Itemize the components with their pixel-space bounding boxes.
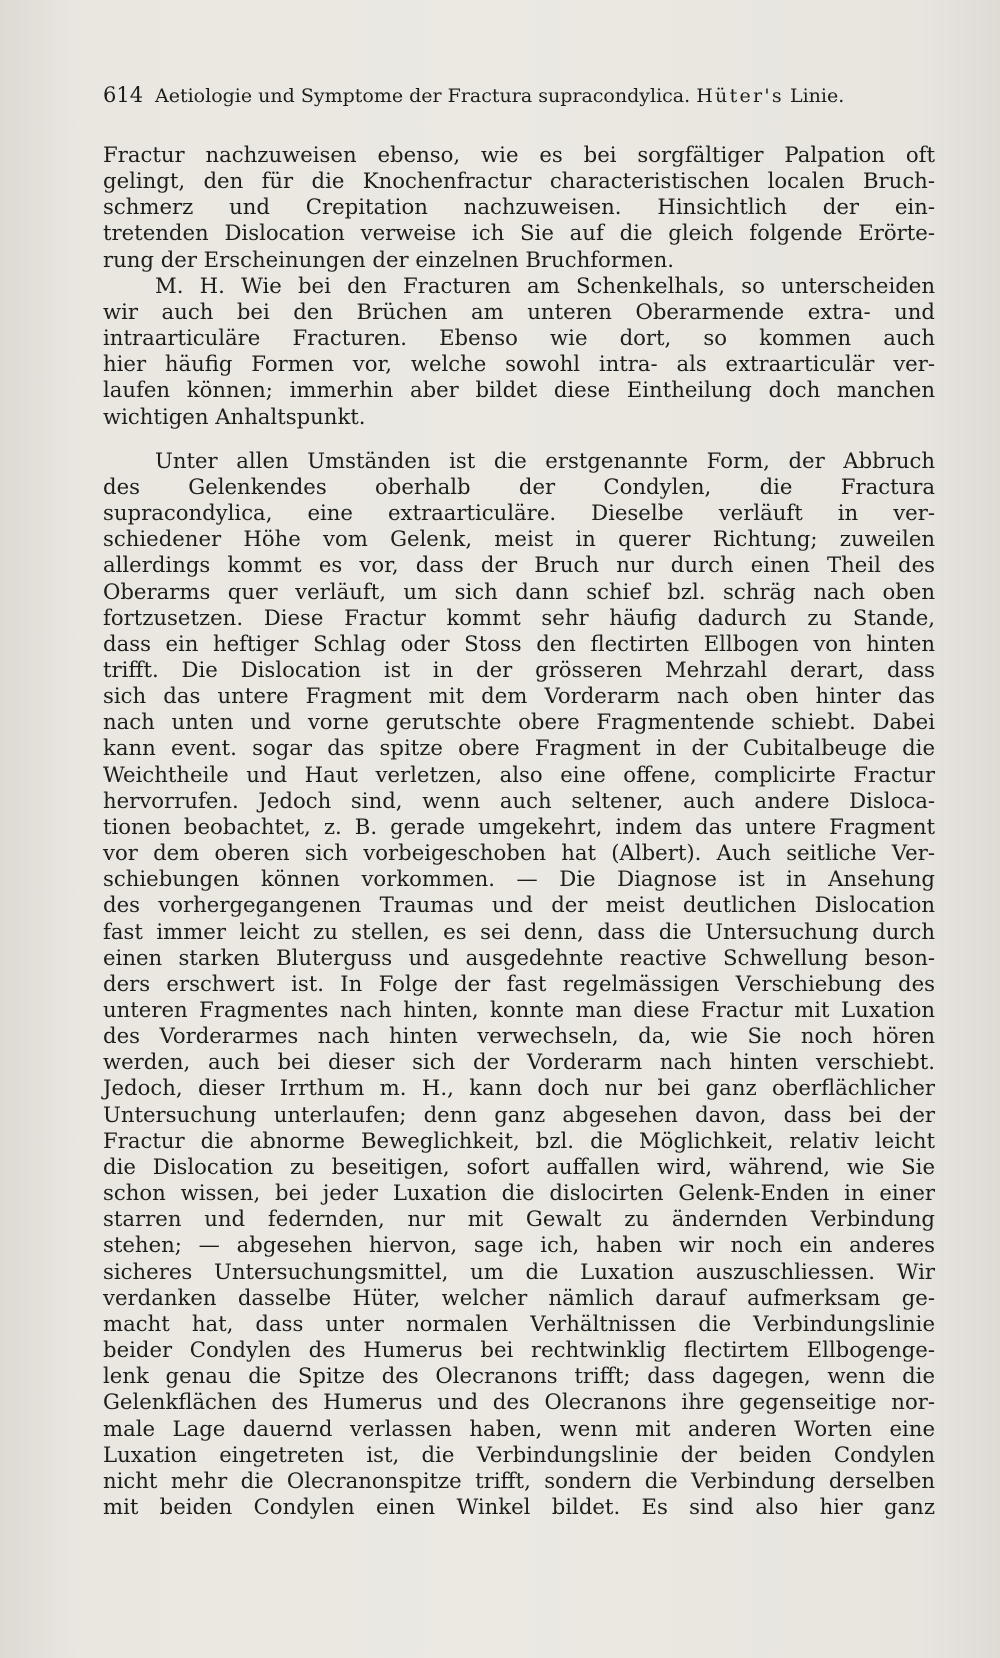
text-line: Weichtheile und Haut verletzen, also eine offene, complicirte Fractur — [103, 761, 935, 787]
text-line: verdanken dasselbe Hüter, welcher nämlich darauf aufmerksam ge- — [103, 1284, 935, 1310]
body-text — [103, 142, 935, 1520]
text-line: sicheres Untersuchungsmittel, um die Luxation auszuschliessen. Wir — [103, 1258, 935, 1284]
text-line: des vorhergegangenen Traumas und der meist deutlichen Dislocation — [103, 892, 935, 918]
text-line: ders erschwert ist. In Folge der fast regelmässigen Verschiebung des — [103, 970, 935, 996]
text-line: werden, auch bei dieser sich der Vorderarm nach hinten verschiebt. — [103, 1049, 935, 1075]
text-line: trifft. Die Dislocation ist in der grösseren Mehrzahl derart, dass — [103, 656, 935, 682]
text-line: mit beiden Condylen einen Winkel bildet. Es sind also hier ganz — [103, 1493, 935, 1519]
text-line: vor dem oberen sich vorbeigeschoben hat (Albert). Auch seitliche Ver- — [103, 840, 935, 866]
text-line: schmerz und Crepitation nachzuweisen. Hinsichtlich der ein- — [103, 194, 935, 220]
text-line: schiebungen können vorkommen. — Die Diagnose ist in Ansehung — [103, 866, 935, 892]
text-line: male Lage dauernd verlassen haben, wenn mit anderen Worten eine — [103, 1415, 935, 1441]
text-line: macht hat, dass unter normalen Verhältnissen die Verbindungslinie — [103, 1310, 935, 1336]
text-line: des Vorderarmes nach hinten verwechseln, da, wie Sie noch hören — [103, 1023, 935, 1049]
text-line: supracondylica, eine extraarticuläre. Dieselbe verläuft in ver- — [103, 500, 935, 526]
text-line: starren und federnden, nur mit Gewalt zu ändernden Verbindung — [103, 1206, 935, 1232]
text-line: M. H. Wie bei den Fracturen am Schenkelhals, so unterscheiden — [155, 272, 935, 298]
text-line: fortzusetzen. Diese Fractur kommt sehr häufig dadurch zu Stande, — [103, 604, 935, 630]
text-line: einen starken Bluterguss und ausgedehnte reactive Schwellung beson- — [103, 944, 935, 970]
text-line: Fractur nachzuweisen ebenso, wie es bei sorgfältiger Palpation oft — [103, 142, 935, 167]
text-line: nicht mehr die Olecranonspitze trifft, sondern die Verbindung derselben — [103, 1467, 935, 1493]
text-line: des Gelenkendes oberhalb der Condylen, die Fractura — [103, 473, 935, 499]
text-line: intraarticuläre Fracturen. Ebenso wie dort, so kommen auch — [103, 325, 935, 351]
text-line: sich das untere Fragment mit dem Vorderarm nach oben hinter das — [103, 683, 935, 709]
text-line: wir auch bei den Brüchen am unteren Oberarmende extra- und — [103, 298, 935, 324]
text-line: Jedoch, dieser Irrthum m. H., kann doch nur bei ganz oberflächlicher — [103, 1075, 935, 1101]
text-line: Unter allen Umständen ist die erstgenannte Form, der Abbruch — [155, 447, 935, 473]
text-line: Fractur die abnorme Beweglichkeit, bzl. die Möglichkeit, relativ leicht — [103, 1127, 935, 1153]
text-line: tionen beobachtet, z. B. gerade umgekehrt, indem das untere Fragment — [103, 813, 935, 839]
text-line: Oberarms quer verläuft, um sich dann schief bzl. schräg nach oben — [103, 578, 935, 604]
text-line: rung der Erscheinungen der einzelnen Bruchformen. — [103, 246, 674, 272]
text-line: kann event. sogar das spitze obere Fragment in der Cubitalbeuge die — [103, 735, 935, 761]
text-line: lenk genau die Spitze des Olecranons trifft; dass dagegen, wenn die — [103, 1363, 935, 1389]
text-line: hier häufig Formen vor, welche sowohl intra- als extraarticulär ver- — [103, 351, 935, 377]
text-line: beider Condylen des Humerus bei rechtwinklig flectirtem Ellbogenge- — [103, 1337, 935, 1363]
text-line: Gelenkflächen des Humerus und des Olecranons ihre gegenseitige nor- — [103, 1389, 935, 1415]
text-line: dass ein heftiger Schlag oder Stoss den flectirten Ellbogen von hinten — [103, 630, 935, 656]
text-line: unteren Fragmentes nach hinten, konnte man diese Fractur mit Luxation — [103, 997, 935, 1022]
paragraph-gap — [103, 430, 935, 448]
paragraph-3 — [103, 448, 935, 1520]
text-line: fast immer leicht zu stellen, es sei denn, dass die Untersuchung durch — [103, 918, 935, 944]
page-number: 614 — [103, 83, 144, 107]
header-title: Aetiologie und Symptome der Fractura supracondylica. — [155, 85, 691, 107]
text-line: allerdings kommt es vor, dass der Bruch nur durch einen Theil des — [103, 552, 935, 578]
text-line: gelingt, den für die Knochenfractur characteristischen localen Bruch- — [103, 168, 935, 194]
text-line: stehen; — abgesehen hiervon, sage ich, haben wir noch ein anderes — [103, 1232, 935, 1258]
paragraph-2 — [103, 273, 935, 430]
header-tail: Linie. — [789, 85, 845, 107]
text-line: hervorrufen. Jedoch sind, wenn auch seltener, auch andere Disloca- — [103, 787, 935, 813]
running-header — [103, 82, 893, 109]
text-line: nach unten und vorne gerutschte obere Fragmentende schiebt. Dabei — [103, 709, 935, 735]
text-line: tretenden Dislocation verweise ich Sie auf die gleich folgende Erörte- — [103, 220, 935, 246]
text-line: wichtigen Anhaltspunkt. — [103, 403, 366, 429]
text-line: Untersuchung unterlaufen; denn ganz abgesehen davon, dass bei der — [103, 1101, 935, 1127]
text-line: laufen können; immerhin aber bildet diese Eintheilung doch manchen — [103, 377, 935, 403]
text-line: schiedener Höhe vom Gelenk, meist in querer Richtung; zuweilen — [103, 526, 935, 552]
text-line: schon wissen, bei jeder Luxation die dislocirten Gelenk-Enden in einer — [103, 1180, 935, 1206]
paragraph-1 — [103, 142, 935, 273]
header-spaced-name: Hüter's — [696, 85, 784, 107]
text-line: Luxation eingetreten ist, die Verbindungslinie der beiden Condylen — [103, 1441, 935, 1467]
text-line: die Dislocation zu beseitigen, sofort auffallen wird, während, wie Sie — [103, 1153, 935, 1179]
